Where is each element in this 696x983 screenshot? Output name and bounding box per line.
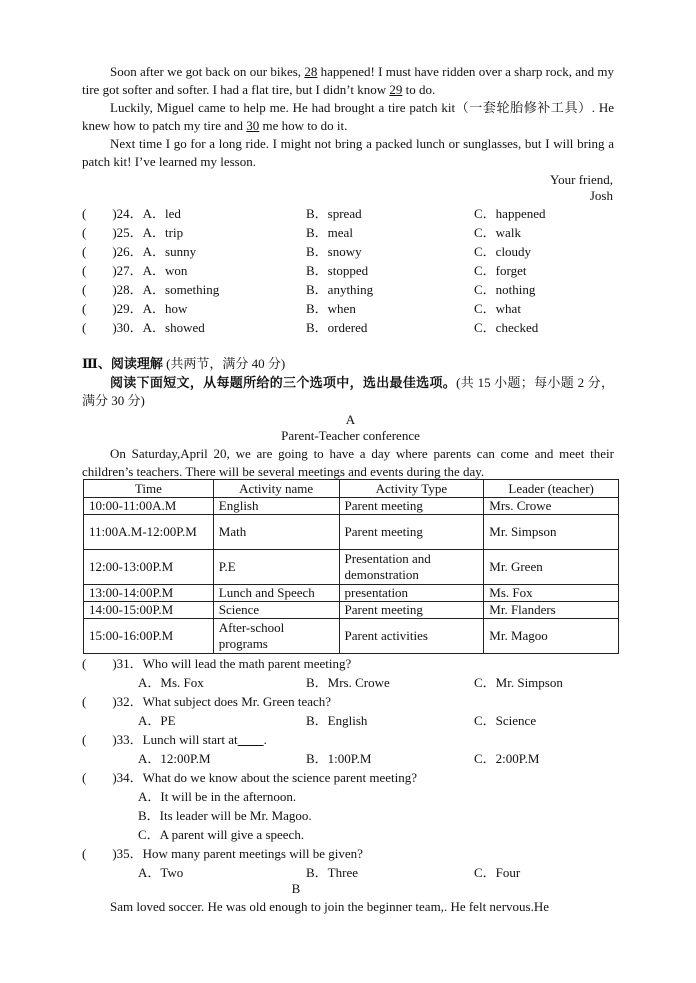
cloze-option-row-25: [82, 223, 622, 242]
section-instruction: [82, 374, 614, 410]
passage-a-title: Parent-Teacher conference: [281, 428, 420, 443]
table-row: [84, 498, 619, 515]
option-b: B．Its leader will be Mr. Magoo.: [138, 808, 312, 823]
passage-paragraph-3: Next time I go for a long ride. I might not bring a packed lunch or sunglasses, but I will bring a patch kit! I’ve learned my lesson.: [82, 136, 614, 169]
cloze-option-row-30: [82, 318, 622, 337]
instruction-text: 阅读下面短文，从每题所给的三个选项中，选出最佳选项。: [110, 375, 457, 390]
passage-a-label: A: [345, 412, 356, 427]
option-a: A．Two: [138, 865, 184, 880]
table-header: Leader (teacher): [484, 480, 619, 498]
instruction-note: (共 15 小题；每小题 2 分，满分 30 分): [82, 375, 614, 408]
option-c: C．walk: [474, 225, 521, 240]
table-cell: Presentation and demonstration: [339, 550, 484, 585]
option-a: ( )29．A．how: [82, 301, 188, 316]
option-c: C．A parent will give a speech.: [138, 827, 305, 842]
option-a: A．Ms. Fox: [138, 675, 204, 690]
section-note: (共两节，满分 40 分): [166, 356, 286, 371]
option-b: B．English: [306, 713, 368, 728]
option-c: C．happened: [474, 206, 546, 221]
letter-signature: Josh: [589, 188, 613, 203]
option-b: B．1:00P.M: [306, 751, 372, 766]
section-title: Ⅲ、阅读理解: [82, 356, 163, 371]
table-cell: Ms. Fox: [484, 585, 619, 602]
text-run: Luckily, Miguel came to help me. He had brought a tire patch kit（一套轮胎修补工具）. He knew how to patch my tire and: [82, 100, 614, 133]
table-row: [84, 515, 619, 550]
option-b: B．ordered: [306, 320, 368, 335]
question-33: [82, 730, 267, 749]
table-cell: Mrs. Crowe: [484, 498, 619, 515]
cloze-option-row-27: [82, 261, 622, 280]
question-34: ( )34．What do we know about the science parent meeting?: [82, 770, 417, 785]
option-c: C．forget: [474, 263, 527, 278]
option-b: B．snowy: [306, 244, 362, 259]
text-run: Soon after we got back on our bikes,: [110, 64, 305, 79]
option-c: C．Science: [474, 713, 537, 728]
option-a: ( )25．A．trip: [82, 225, 184, 240]
table-cell: 15:00-16:00P.M: [84, 619, 214, 654]
question-31: ( )31．Who will lead the math parent meeting?: [82, 656, 352, 671]
option-a: ( )28．A．something: [82, 282, 220, 297]
blank-30: 30: [246, 118, 260, 133]
option-b: B．Mrs. Crowe: [306, 675, 390, 690]
table-cell: Mr. Green: [484, 550, 619, 585]
table-cell: 13:00-14:00P.M: [84, 585, 214, 602]
answer-blank: [238, 732, 264, 747]
schedule-table: [83, 479, 619, 654]
table-cell: Mr. Simpson: [484, 515, 619, 550]
question-text: ( )33．Lunch will start at: [82, 732, 238, 747]
option-c: C．2:00P.M: [474, 751, 540, 766]
text-run: to do.: [402, 82, 436, 97]
blank-28: 28: [304, 64, 318, 79]
table-row: [84, 602, 619, 619]
option-a: ( )27．A．won: [82, 263, 188, 278]
option-a: ( )26．A．sunny: [82, 244, 197, 259]
table-cell: 12:00-13:00P.M: [84, 550, 214, 585]
option-c: C．nothing: [474, 282, 536, 297]
letter-closing: Your friend,: [550, 172, 613, 187]
table-cell: Science: [213, 602, 339, 619]
table-row: [84, 585, 619, 602]
option-c: C．what: [474, 301, 521, 316]
passage-paragraph-1: [82, 63, 614, 99]
text-run: me how to do it.: [259, 118, 348, 133]
cloze-option-row-29: [82, 299, 622, 318]
option-b: B．meal: [306, 225, 353, 240]
cloze-option-row-24: [82, 204, 622, 223]
table-cell: presentation: [339, 585, 484, 602]
table-cell: Math: [213, 515, 339, 550]
option-c: C．Mr. Simpson: [474, 675, 563, 690]
option-a: A．It will be in the afternoon.: [138, 789, 297, 804]
question-32: ( )32．What subject does Mr. Green teach?: [82, 694, 332, 709]
table-header: Time: [84, 480, 214, 498]
passage-paragraph-2: [82, 99, 614, 135]
table-cell: Parent activities: [339, 619, 484, 654]
cloze-option-row-26: [82, 242, 622, 261]
passage-a-intro: On Saturday,April 20, we are going to have a day where parents can come and meet their children’s teachers. There will be several meetings and events during the day.: [82, 446, 614, 479]
passage-b-intro: Sam loved soccer. He was old enough to join the beginner team,. He felt nervous.He: [110, 899, 549, 914]
option-b: B．Three: [306, 865, 358, 880]
option-a: ( )30．A．showed: [82, 320, 205, 335]
table-cell: 10:00-11:00A.M: [84, 498, 214, 515]
option-a: A．12:00P.M: [138, 751, 211, 766]
blank-29: 29: [389, 82, 403, 97]
table-cell: English: [213, 498, 339, 515]
table-cell: 11:00A.M-12:00P.M: [84, 515, 214, 550]
table-cell: Parent meeting: [339, 498, 484, 515]
option-b: B．anything: [306, 282, 374, 297]
option-b: B．when: [306, 301, 356, 316]
table-row: [84, 619, 619, 654]
option-a: ( )24．A．led: [82, 206, 181, 221]
table-row: [84, 550, 619, 585]
table-cell: After-school programs: [213, 619, 339, 654]
section-heading: [82, 355, 285, 373]
option-a: A．PE: [138, 713, 176, 728]
table-cell: Parent meeting: [339, 515, 484, 550]
table-header: Activity Type: [339, 480, 484, 498]
option-c: C．checked: [474, 320, 539, 335]
table-cell: Parent meeting: [339, 602, 484, 619]
question-text: .: [263, 732, 267, 747]
option-c: C．Four: [474, 865, 521, 880]
table-cell: P.E: [213, 550, 339, 585]
table-header: Activity name: [213, 480, 339, 498]
table-cell: Mr. Magoo: [484, 619, 619, 654]
cloze-option-row-28: [82, 280, 622, 299]
question-35: ( )35．How many parent meetings will be given?: [82, 846, 363, 861]
table-cell: Lunch and Speech: [213, 585, 339, 602]
text-run: happened! I must have ridden over a sharp rock, and my tire got softer and softer. I had a flat tire, but I didn’t know: [82, 64, 614, 97]
table-header-row: [84, 480, 619, 498]
passage-b-label: B: [291, 881, 301, 896]
table-cell: 14:00-15:00P.M: [84, 602, 214, 619]
option-b: B．stopped: [306, 263, 369, 278]
table-cell: Mr. Flanders: [484, 602, 619, 619]
option-b: B．spread: [306, 206, 362, 221]
option-c: C．cloudy: [474, 244, 532, 259]
